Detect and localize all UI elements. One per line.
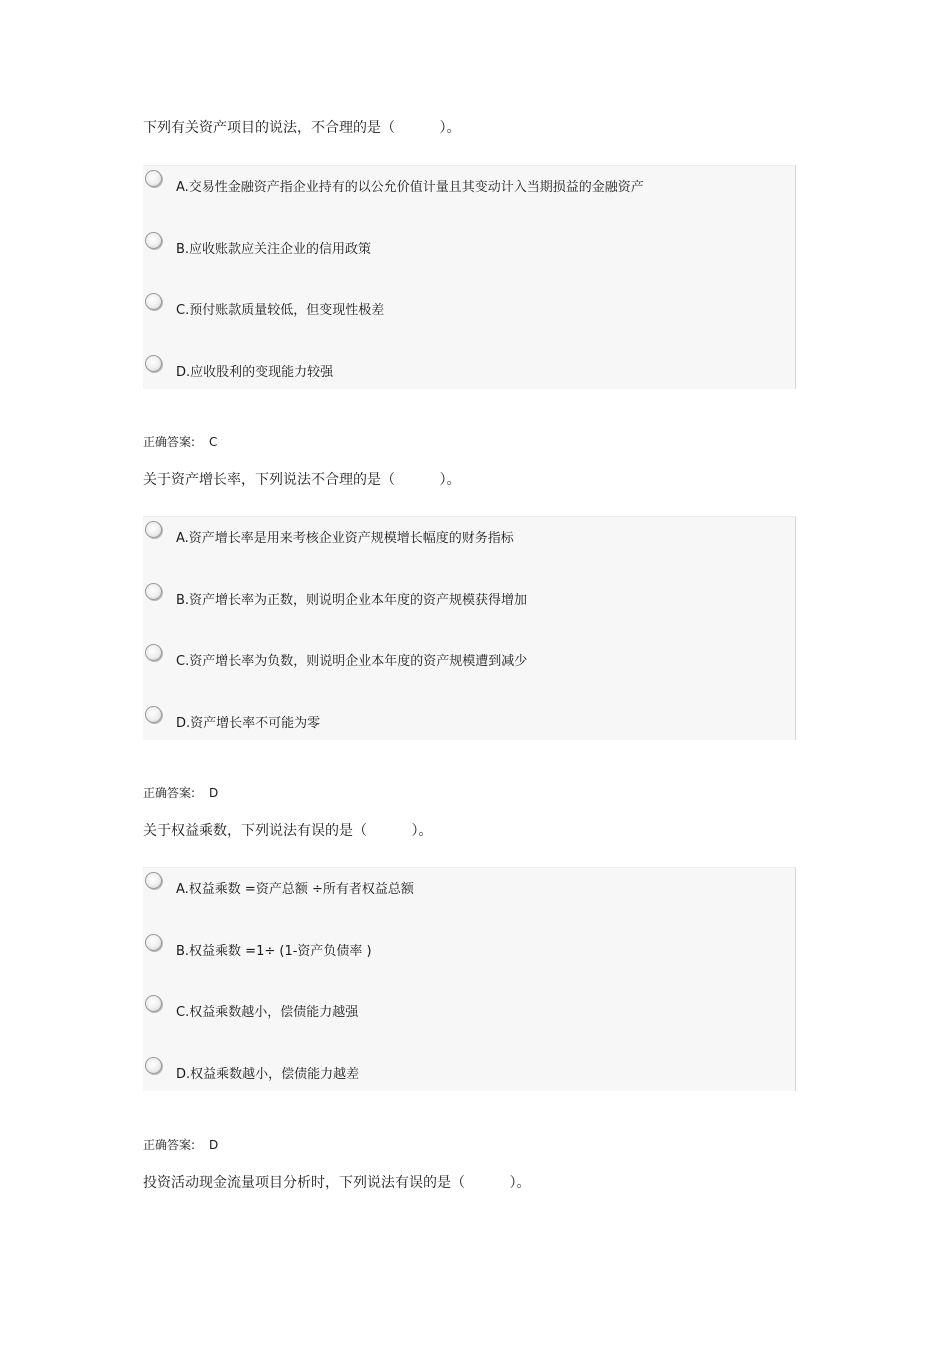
option-label: C.资产增长率为负数，则说明企业本年度的资产规模遭到减少 [176, 654, 528, 669]
question-2-title: 关于资产增长率，下列说法不合理的是（ ）。 [143, 472, 461, 488]
answer-label: 正确答案: [143, 435, 196, 449]
answer-1 [143, 433, 217, 451]
option-label: B.权益乘数 =1÷ (1-资产负债率 ) [176, 944, 372, 959]
question-3-options [143, 867, 796, 1091]
question-2-options [143, 516, 796, 740]
answer-3 [143, 1136, 218, 1154]
radio-button-icon[interactable] [145, 995, 162, 1012]
option-label: A.权益乘数 =资产总额 ÷所有者权益总额 [176, 882, 414, 897]
radio-button-icon[interactable] [145, 706, 162, 723]
answer-label: 正确答案: [143, 1138, 196, 1152]
radio-button-icon[interactable] [145, 1057, 162, 1074]
option-3d[interactable] [143, 1057, 795, 1082]
radio-button-icon[interactable] [145, 355, 162, 372]
option-label: B.资产增长率为正数，则说明企业本年度的资产规模获得增加 [176, 593, 528, 608]
answer-label: 正确答案: [143, 786, 196, 800]
option-3b[interactable] [143, 934, 795, 959]
radio-button-icon[interactable] [145, 170, 162, 187]
option-label: D.权益乘数越小，偿债能力越差 [176, 1067, 360, 1082]
option-2a[interactable] [143, 521, 795, 546]
option-3c[interactable] [143, 995, 795, 1020]
radio-button-icon[interactable] [145, 293, 162, 310]
answer-value: C [209, 435, 218, 449]
question-1-options [143, 165, 796, 389]
option-label: A.交易性金融资产指企业持有的以公允价值计量且其变动计入当期损益的金融资产 [176, 180, 644, 195]
option-label: A.资产增长率是用来考核企业资产规模增长幅度的财务指标 [176, 531, 514, 546]
radio-button-icon[interactable] [145, 583, 162, 600]
option-1c[interactable] [143, 293, 795, 318]
radio-button-icon[interactable] [145, 521, 162, 538]
radio-button-icon[interactable] [145, 934, 162, 951]
option-2c[interactable] [143, 644, 795, 669]
question-3-title: 关于权益乘数，下列说法有误的是（ ）。 [143, 823, 433, 839]
radio-button-icon[interactable] [145, 644, 162, 661]
option-label: D.应收股利的变现能力较强 [176, 365, 334, 380]
option-3a[interactable] [143, 872, 795, 897]
option-label: C.权益乘数越小，偿债能力越强 [176, 1005, 359, 1020]
option-label: C.预付账款质量较低，但变现性极差 [176, 303, 385, 318]
option-label: B.应收账款应关注企业的信用政策 [176, 242, 372, 257]
radio-button-icon[interactable] [145, 232, 162, 249]
option-2b[interactable] [143, 583, 795, 608]
question-4-title: 投资活动现金流量项目分析时，下列说法有误的是（ ）。 [143, 1175, 531, 1191]
option-label: D.资产增长率不可能为零 [176, 716, 321, 731]
option-1b[interactable] [143, 232, 795, 257]
answer-2 [143, 784, 218, 802]
question-1-title: 下列有关资产项目的说法，不合理的是（ ）。 [143, 120, 461, 136]
answer-value: D [209, 786, 219, 800]
option-2d[interactable] [143, 706, 795, 731]
radio-button-icon[interactable] [145, 872, 162, 889]
option-1a[interactable] [143, 170, 795, 195]
answer-value: D [209, 1138, 219, 1152]
option-1d[interactable] [143, 355, 795, 380]
